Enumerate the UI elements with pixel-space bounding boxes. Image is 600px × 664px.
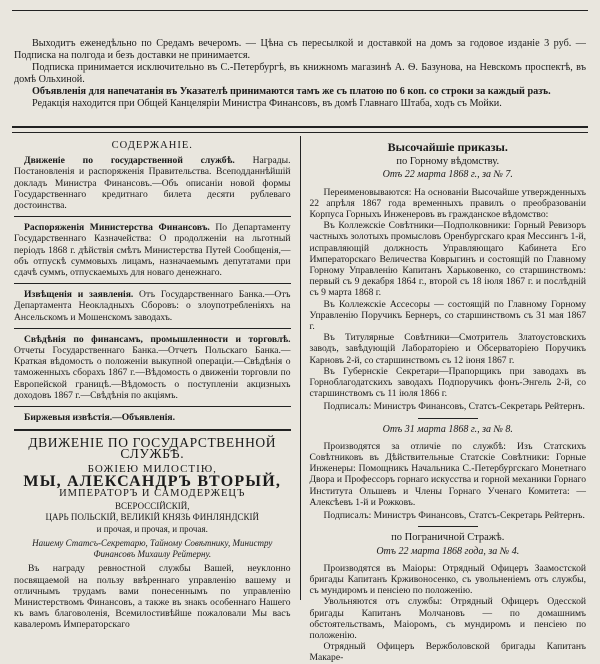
top-rule	[12, 10, 588, 11]
signature-2: Подписалъ: Министръ Финансовъ, Статсъ-Секретарь Рейтернъ.	[323, 510, 585, 522]
section-rule	[14, 429, 291, 431]
border-guard-subtitle: по Пограничной Стражѣ.	[391, 532, 505, 544]
masthead-line-1: Выходитъ еженедѣльно по Средамъ вечеромъ. — Цѣна съ пересылкой и доставкой на домъ за годовое изданіе 3 руб. — Подписка на полгода и безъ доставки не принимается.	[14, 38, 586, 61]
all-russia: ВСЕРОССІЙСКІЙ,	[115, 501, 190, 512]
divider	[14, 283, 291, 284]
paragraph: Отрядный Офицеръ Вержболовской бригады Капитанъ Макаре-	[309, 641, 587, 664]
columns	[14, 136, 587, 664]
titles-line: ЦАРЬ ПОЛЬСКІЙ, ВЕЛИКІЙ КНЯЗЬ ФИНЛЯНДСКІЙ	[45, 512, 260, 523]
emperor-line: ИМПЕРАТОРЪ И САМОДЕРЖЕЦЪ	[59, 488, 246, 500]
paragraph: Въ Коллежскіе Совѣтники—Подполковники: Горный Ревизоръ частныхъ золотыхъ промысловъ Оренбургскаго края Мессингъ 1-й, исправляющій должность Управляющаго Кабинета Его Императорскаго Величества Коврыгинъ и состоящій по Главному Горному Управленію Капитанъ Харьковенко, со старшинствомъ: первый съ 9 декабря 1864 г., второй съ 18 іюля 1867 г. и послѣдній съ 9 марта 1868 г.	[309, 220, 587, 299]
address-line: Нашему Статсъ-Секретарю, Тайному Совѣтнику, Министру Финансовъ Михаилу Рейтерну.	[32, 537, 273, 560]
contents-item: Распоряженія Министерства Финансовъ. По Департаменту Государственнаго Казначейства: О продолженіи на льготный періодъ 1868 г. дѣйствія смѣтъ Министерства Путей Сообщенія,—объ отпускѣ суммовыхъ лицамъ, назначаемымъ депутатами при сдачѣ суммъ, отпускаемыхъ для новаго денежнаго.	[14, 222, 291, 279]
contents-item: Биржевыя извѣстія.—Объявленія.	[24, 412, 175, 424]
divider	[14, 328, 291, 329]
article-body	[14, 563, 291, 630]
paragraph: Въ Коллежскіе Ассесоры — состоящій по Главному Горному Управленію Поручикъ Бернеръ, со старшинствомъ съ 31 мая 1867 г.	[309, 298, 587, 333]
signature-1: Подписалъ: Министръ Финансовъ, Статсъ-Секретарь Рейтернъ.	[323, 401, 585, 413]
masthead-line-2: Подписка принимается исключительно въ С.-Петербургѣ, въ книжномъ магазинѣ А. Ѳ. Базунова, на Невскомъ проспектѣ, въ домѣ Ольхиной.	[14, 62, 586, 85]
by-grace: БОЖІЕЮ МИЛОСТІЮ,	[87, 462, 217, 475]
paragraph: Въ Губернскіе Секретари—Прапорщикъ при заводахъ въ Горноблагодатскихъ заводахъ Подпоручикъ фонъ-Энгель 2-й, со старшинствомъ съ 11 іюля 1866 г.	[309, 365, 587, 400]
article-title: ДВИЖЕНІЕ ПО ГОСУДАРСТВЕННОЙ СЛУЖБѢ.	[28, 435, 277, 462]
contents-heading: СОДЕРЖАНІЕ.	[111, 140, 193, 151]
masthead-separator	[12, 126, 588, 133]
divider	[14, 406, 291, 407]
paragraph: Въ Титулярные Совѣтники—Смотритель Златоустовскихъ заводъ, завѣдующій Лабораторіею и Обсерваторіею Поручикъ Карновъ 2-й, со старшинствомъ съ 12 іюня 1867 г.	[309, 332, 587, 366]
left-column	[14, 136, 291, 631]
masthead-line-4: Редакція находится при Общей Канцеляріи Министра Финансовъ, въ домѣ Главнаго Штаба, ходъ съ Мойки.	[32, 98, 502, 109]
order-date-2: Отъ 31 марта 1868 г., за № 8.	[382, 423, 513, 435]
right-column	[309, 136, 587, 664]
divider	[418, 418, 478, 419]
article-paragraph: Въ награду ревностной службы Вашей, неуклонно посвящаемой на пользу ввѣреннаго управленію вашему и отличнымъ трудамъ вами понесеннымъ по управленію Министерствомъ Финансовъ, а также въ знакъ особеннаго Нашего къ вамъ благоволенія, Всемилостивѣйше пожаловали Мы васъ кавалеромъ Императорскаго	[14, 563, 291, 631]
order-2-body	[310, 441, 587, 508]
order-1-body	[310, 187, 587, 400]
contents-item: Свѣдѣнія по финансамъ, промышленности и торговлѣ. Отчеты Государственнаго Банка.—Отчетъ Польскаго Банка.—Краткая вѣдомость о положеніи выкупной операціи.—Свѣдѣнія о таможенныхъ сборахъ 1867 г.—Вѣдомость о движеніи торговли по Европейской границѣ.—Вѣдомость о поступленіи акцизныхъ доходовъ 1867 г.—Свѣдѣнія по акціямъ.	[14, 333, 291, 401]
column-rule	[300, 136, 301, 600]
paragraph: Переименовываются: На основаніи Высочайше утвержденныхъ 22 апрѣля 1867 года временныхъ правилъ о преобразованіи Корпуса Горныхъ Инженеровъ въ гражданское вѣдомство:	[309, 186, 587, 221]
divider	[418, 526, 478, 527]
masthead-line-3: Объявленія для напечатанія въ Указателѣ принимаются тамъ же съ платою по 6 коп. со строки за каждый разъ.	[32, 86, 551, 97]
mining-subtitle: по Горному вѣдомству.	[396, 156, 500, 168]
paragraph: Производятся за отличіе по службѣ: Изъ Статскихъ Совѣтниковъ въ Дѣйствительные Статскіе Совѣтники: Горные Инженеры: Помощникъ Начальника С.-Петербургскаго Монетнаго Двора и Профессоръ горнаго искусства и горной механики Горнаго Института Ольшевъ и Члены Горнаго Ученаго Комитета: — Алексѣевъ 1-й и Рожковъ.	[309, 440, 587, 508]
divider	[14, 216, 291, 217]
paragraph: Производятся въ Маіоры: Отрядный Офицеръ Заамостской бригады Капитанъ Крживоносенко, съ увольненіемъ отъ службы, съ мундиромъ и пенсіею по положенію.	[309, 562, 587, 597]
we-alexander: МЫ, АЛЕКСАНДРЪ ВТОРЫЙ,	[23, 472, 282, 490]
contents-item: Извѣщенія и заявленія. Отъ Государственнаго Банка.—Отъ Департамента Неокладныхъ Сборовъ: о злоупотребленіяхъ на Ансельскомъ и Мошенскомъ заводахъ.	[14, 289, 291, 323]
order-date-1: Отъ 22 марта 1868 г., за № 7.	[382, 169, 513, 181]
masthead	[14, 38, 586, 110]
contents-item: Движеніе по государственной службѣ. Награды. Постановленія и распоряженія Правительства. Всеподданнѣйшій докладъ Министра Финансовъ.—Объ описаніи новой формы Государственнаго кредитнаго билета десяти рублеваго достоинства.	[14, 155, 291, 212]
orders-title: Высочайшіе приказы.	[387, 140, 508, 154]
etc-line: и прочая, и прочая, и прочая.	[96, 523, 208, 534]
order-3-body	[310, 563, 587, 664]
order-date-3: Отъ 22 марта 1868 года, за № 4.	[376, 545, 520, 557]
contents-list	[14, 155, 291, 423]
paragraph: Увольняются отъ службы: Отрядный Офицеръ Одесской бригады Капитанъ Молчановъ — по домашнимъ обстоятельствамъ, Маіоромъ, съ мундиромъ и пенсіею по положенію.	[309, 596, 587, 641]
